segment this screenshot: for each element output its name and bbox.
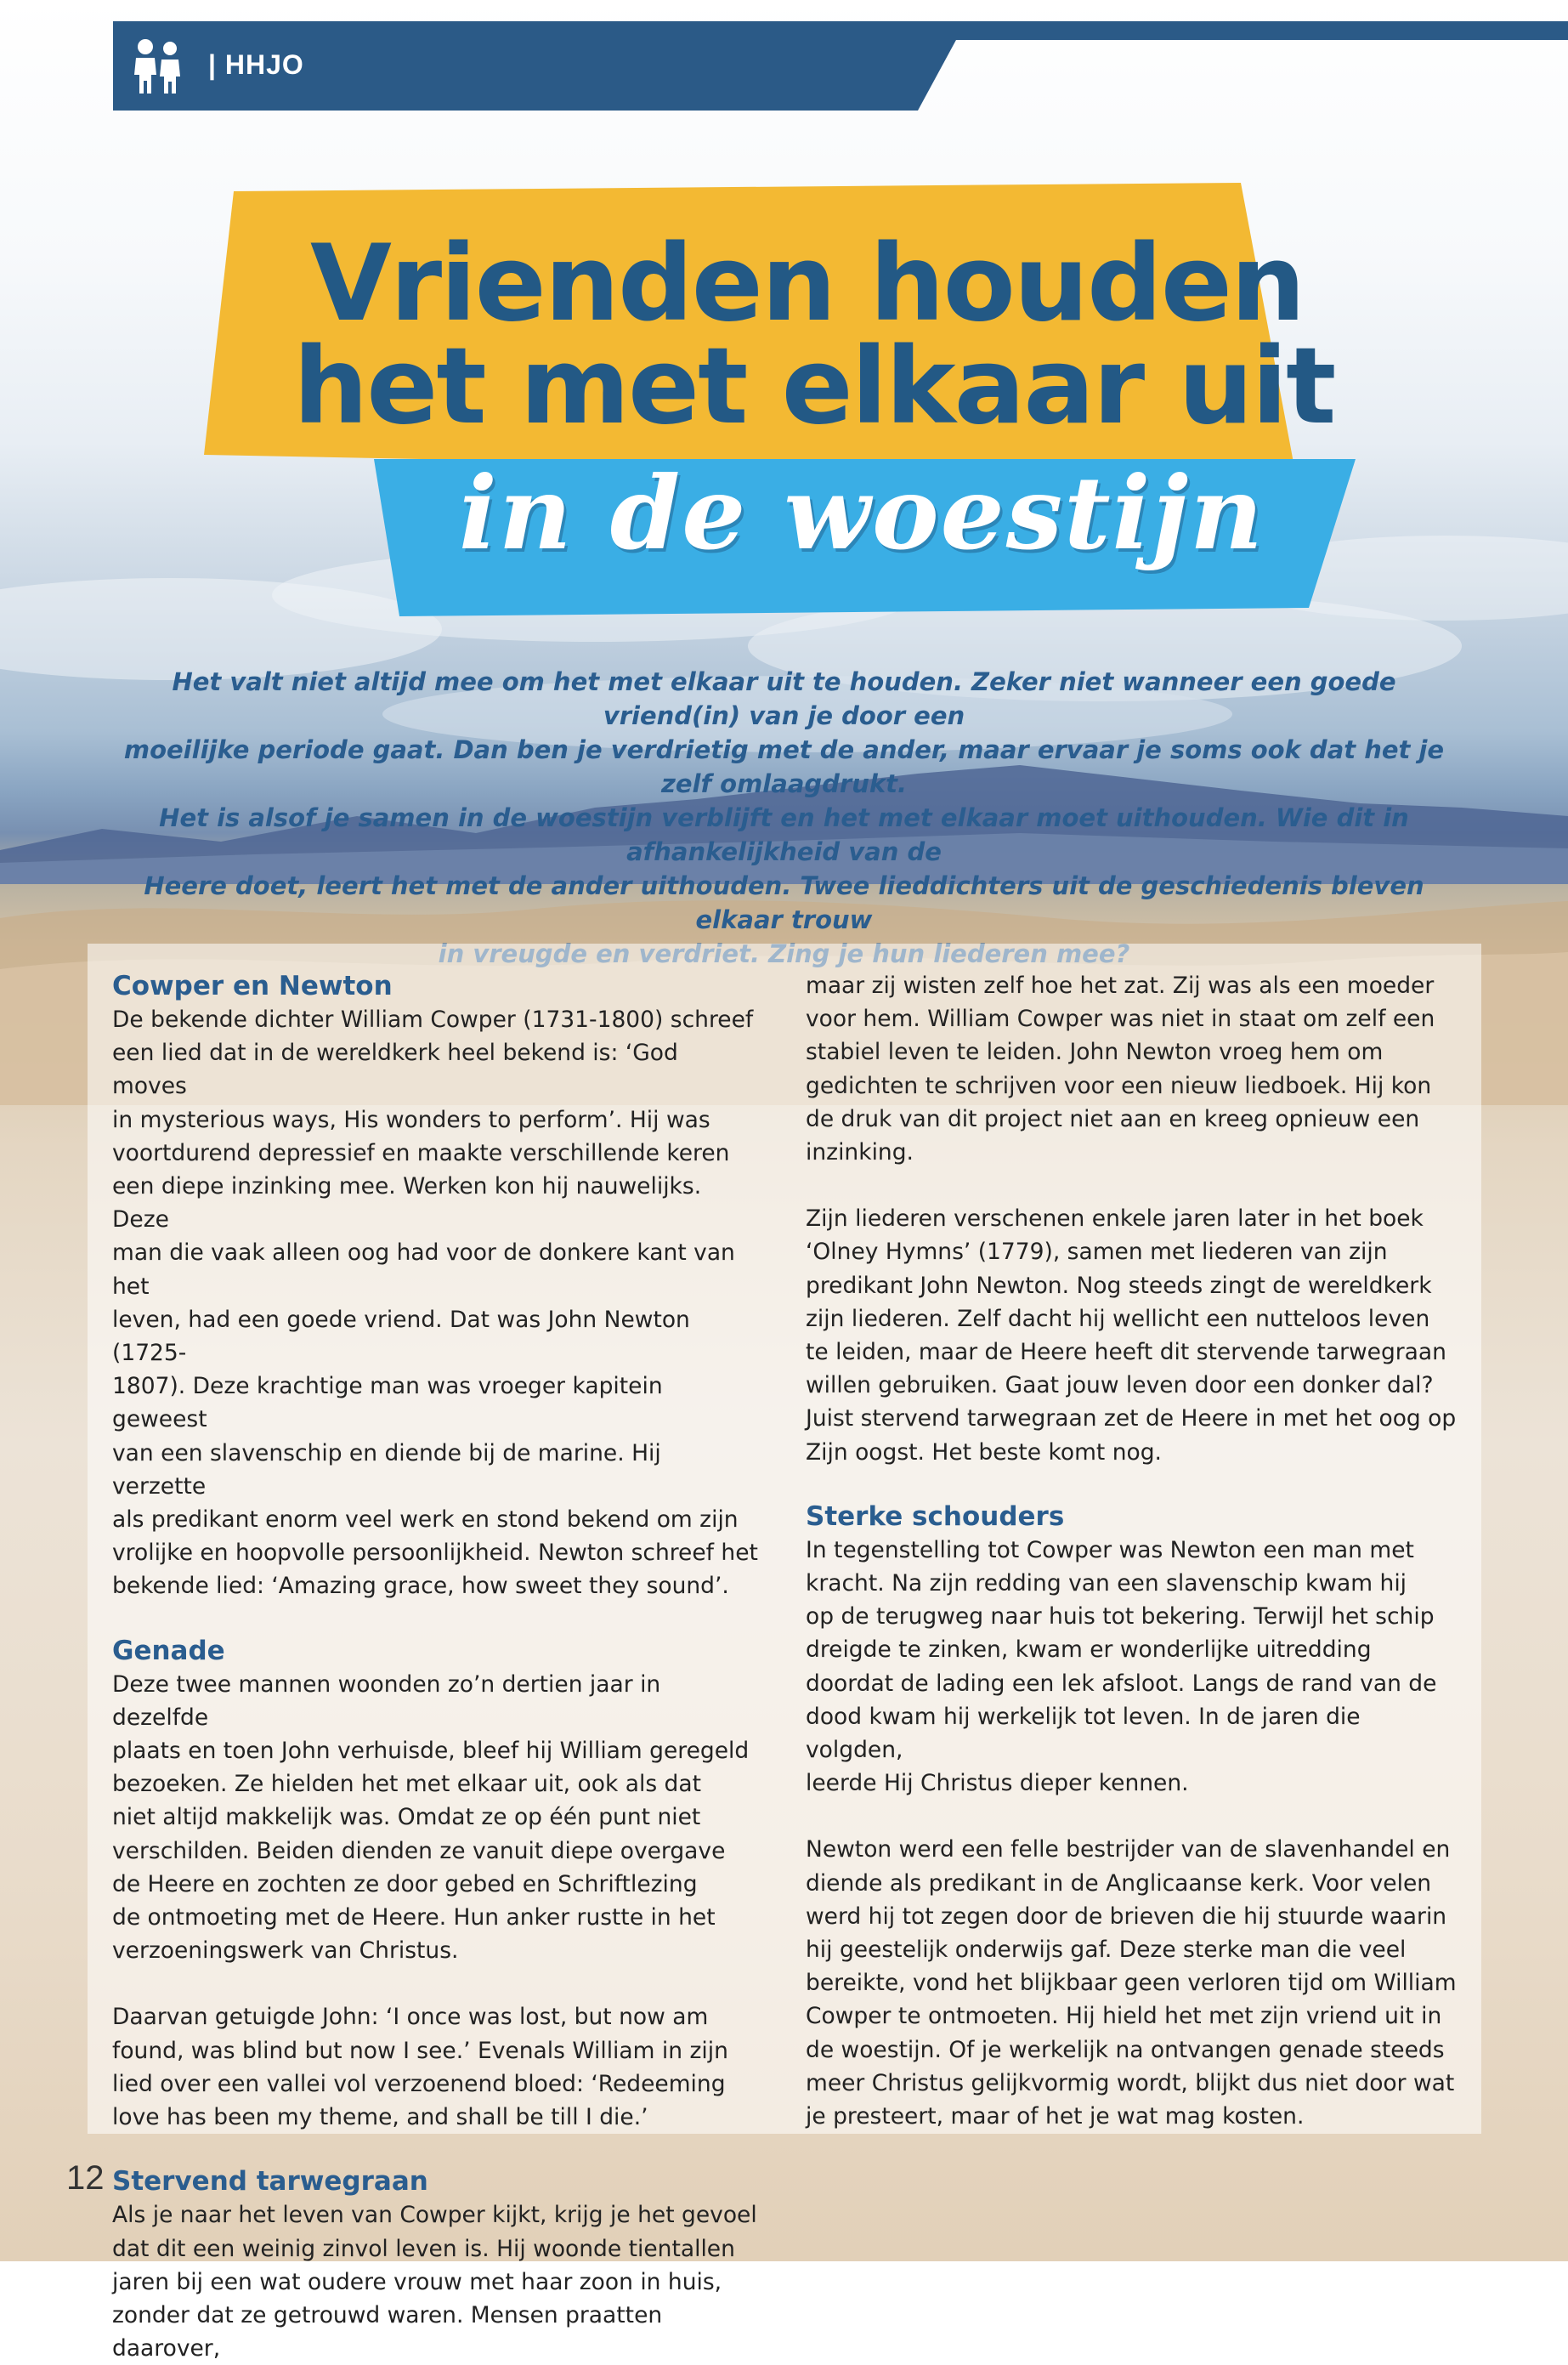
- title-line-2: het met elkaar uit: [293, 326, 1335, 448]
- body-line: voor hem. William Cowper was niet in staat om zelf een: [806, 1006, 1435, 1033]
- body-line: dat dit een weinig zinvol leven is. Hij woonde tientallen: [112, 2235, 735, 2262]
- heading-genade: Genade: [112, 1635, 225, 1666]
- body-line: stabiel leven te leiden. John Newton vroeg hem om: [806, 1039, 1384, 1066]
- intro-line: moeilijke periode gaat. Dan ben je verdrietig met de ander, maar ervaar je soms ook dat het je zelf omlaagdrukt.: [123, 735, 1445, 798]
- body-line: De bekende dichter William Cowper (1731-1800) schreef: [112, 1007, 754, 1033]
- children-icon: [126, 34, 190, 98]
- body-line: predikant John Newton. Nog steeds zingt de wereldkerk: [806, 1272, 1432, 1299]
- page-number: 12: [66, 2159, 105, 2197]
- body-line: hij geestelijk onderwijs gaf. Deze sterke man die veel: [806, 1937, 1407, 1964]
- right-column: [806, 969, 1460, 2133]
- body-line: In tegenstelling tot Cowper was Newton een man met: [806, 1536, 1414, 1563]
- body-line: de woestijn. Of je werkelijk na ontvangen genade steeds: [806, 2036, 1445, 2063]
- body-line: lied over een vallei vol verzoenend bloed: ‘Redeeming: [112, 2070, 726, 2097]
- body-line: gedichten te schrijven voor een nieuw liedboek. Hij kon: [806, 1072, 1432, 1099]
- title-line-1: Vrienden houden: [310, 223, 1305, 345]
- body-line: ‘Olney Hymns’ (1779), samen met liederen van zijn: [806, 1239, 1388, 1266]
- intro-line: Het is alsof je samen in de woestijn verblijft en het met elkaar moet uithouden. Wie dit in afhankelijkheid van de: [159, 803, 1409, 866]
- body-line: doordat de lading een lek afsloot. Langs de rand van de: [806, 1670, 1437, 1697]
- body-line: de druk van dit project niet aan en kreeg opnieuw een: [806, 1105, 1420, 1132]
- body-line: love has been my theme, and shall be till I die.’: [112, 2104, 648, 2131]
- body-line: leerde Hij Christus dieper kennen.: [806, 1770, 1189, 1797]
- heading-sterke-schouders: Sterke schouders: [806, 1500, 1065, 1532]
- intro-line: Het valt niet altijd mee om het met elkaar uit te houden. Zeker niet wanneer een goede vriend(in) van je door een: [172, 667, 1396, 730]
- body-line: man die vaak alleen oog had voor de donkere kant van het: [112, 1239, 735, 1300]
- body-line: inzinking.: [806, 1139, 914, 1166]
- body-line: je presteert, maar of het je wat mag kosten.: [806, 2103, 1305, 2130]
- body-line: bezoeken. Ze hielden het met elkaar uit, ook als dat: [112, 1771, 702, 1798]
- body-line: 1807). Deze krachtige man was vroeger kapitein geweest: [112, 1373, 663, 1433]
- body-line: plaats en toen John verhuisde, bleef hij William geregeld: [112, 1738, 750, 1765]
- body-line: found, was blind but now I see.’ Evenals William in zijn: [112, 2037, 728, 2064]
- heading-cowper-en-newton: Cowper en Newton: [112, 971, 393, 1001]
- body-line: Daarvan getuigde John: ‘I once was lost, but now am: [112, 2004, 709, 2031]
- title-script: in de woestijn: [459, 454, 1265, 572]
- left-column: [112, 969, 758, 2365]
- body-line: in mysterious ways, His wonders to perform’. Hij was: [112, 1106, 710, 1133]
- body-line: te leiden, maar de Heere heeft dit stervende tarwegraan: [806, 1339, 1446, 1366]
- body-line: van een slavenschip en diende bij de marine. Hij verzette: [112, 1439, 661, 1500]
- body-line: een lied dat in de wereldkerk heel bekend is: ‘God moves: [112, 1040, 678, 1100]
- body-line: diende als predikant in de Anglicaanse kerk. Voor velen: [806, 1869, 1432, 1897]
- body-line: Zijn oogst. Het beste komt nog.: [806, 1438, 1162, 1466]
- body-line: Newton werd een felle bestrijder van de slavenhandel en: [806, 1836, 1451, 1863]
- header-bar: [113, 21, 1568, 111]
- body-line: bereikte, vond het blijkbaar geen verloren tijd om William: [806, 1970, 1457, 1997]
- body-line: maar zij wisten zelf hoe het zat. Zij was als een moeder: [806, 973, 1435, 999]
- body-line: bekende lied: ‘Amazing grace, how sweet they sound’.: [112, 1573, 729, 1600]
- body-line: de Heere en zochten ze door gebed en Schriftlezing: [112, 1870, 698, 1897]
- body-line: Als je naar het leven van Cowper kijkt, krijg je het gevoel: [112, 2202, 757, 2229]
- body-line: werd hij tot zegen door de brieven die hij stuurde waarin: [806, 1903, 1447, 1930]
- body-line: verzoeningswerk van Christus.: [112, 1937, 459, 1965]
- body-line: zonder dat ze getrouwd waren. Mensen praatten daarover,: [112, 2301, 663, 2362]
- body-line: de ontmoeting met de Heere. Hun anker rustte in het: [112, 1904, 716, 1931]
- body-line: op de terugweg naar huis tot bekering. Terwijl het schip: [806, 1603, 1435, 1631]
- section-label: | HHJO: [208, 49, 304, 80]
- body-line: leven, had een goede vriend. Dat was John Newton (1725-: [112, 1306, 690, 1367]
- body-line: Zijn liederen verschenen enkele jaren later in het boek: [806, 1205, 1424, 1233]
- body-line: zijn liederen. Zelf dacht hij wellicht een nutteloos leven: [806, 1305, 1430, 1332]
- heading-stervend-tarwegraan: Stervend tarwegraan: [112, 2166, 428, 2198]
- intro-paragraph: [115, 665, 1453, 971]
- body-line: meer Christus gelijkvormig wordt, blijkt dus niet door wat: [806, 2069, 1455, 2096]
- body-line: willen gebruiken. Gaat jouw leven door een donker dal?: [806, 1372, 1434, 1399]
- body-line: een diepe inzinking mee. Werken kon hij nauwelijks. Deze: [112, 1173, 702, 1234]
- body-line: Juist stervend tarwegraan zet de Heere in met het oog op: [806, 1405, 1457, 1432]
- intro-line: Heere doet, leert het met de ander uithouden. Twee lieddichters uit de geschiedenis bleven elkaar trouw: [144, 871, 1424, 934]
- body-line: jaren bij een wat oudere vrouw met haar zoon in huis,: [112, 2268, 722, 2295]
- body-line: niet altijd makkelijk was. Omdat ze op één punt niet: [112, 1804, 701, 1831]
- body-line: kracht. Na zijn redding van een slavenschip kwam hij: [806, 1570, 1407, 1597]
- body-line: Deze twee mannen woonden zo’n dertien jaar in dezelfde: [112, 1670, 661, 1731]
- body-line: verschilden. Beiden dienden ze vanuit diepe overgave: [112, 1837, 726, 1864]
- body-line: dreigde te zinken, kwam er wonderlijke uitredding: [806, 1636, 1372, 1664]
- body-line: als predikant enorm veel werk en stond bekend om zijn: [112, 1506, 739, 1534]
- body-line: vrolijke en hoopvolle persoonlijkheid. Newton schreef het: [112, 1540, 758, 1567]
- body-line: dood kwam hij werkelijk tot leven. In de jaren die volgden,: [806, 1703, 1361, 1764]
- body-line: Cowper te ontmoeten. Hij hield het met zijn vriend uit in: [806, 2003, 1442, 2030]
- body-line: voortdurend depressief en maakte verschillende keren: [112, 1139, 730, 1166]
